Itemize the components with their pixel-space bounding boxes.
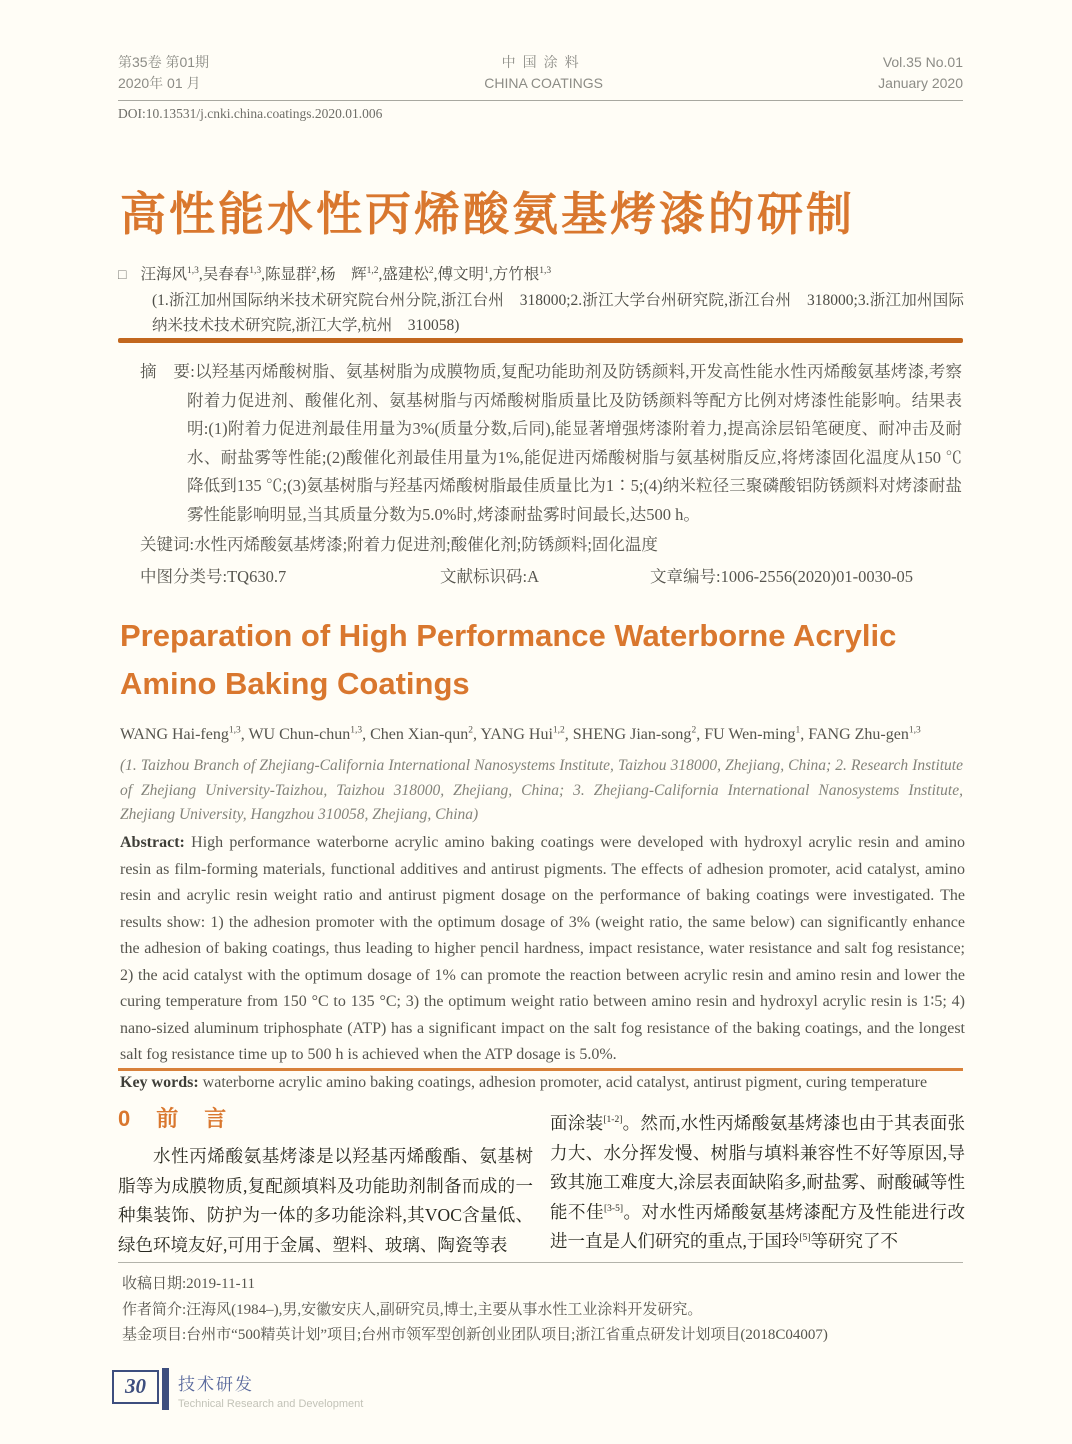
footnote-funding: 基金项目:台州市“500精英计划”项目;台州市领军型创新创业团队项目;浙江省重点研发计划项目(2018C04007)	[122, 1327, 828, 1343]
author-list-en: WANG Hai-feng$^{1,3}$, WU Chun-chun$^{1,3}$, Chen Xian-qun$^2$, YANG Hui$^{1,2}$, SHENG Jian-song$^2$, FU Wen-ming$^1$, FANG Zhu-gen$^{1,3}$	[120, 725, 921, 743]
author-list-cn	[118, 262, 963, 284]
header-center	[484, 52, 603, 94]
footnotes-block	[122, 1272, 967, 1349]
affiliation-en: (1. Taizhou Branch of Zhejiang-California International Nanosystems Institute, Taizhou 318000, Zhejiang, China; 2. Research Institute of Zhejiang University-Taizhou, Taizhou 318000, Zhejiang, China; 3. Zhejiang-California International Nanosystems Institute, Zhejiang University, Hangzhou 310058, Zhejiang, China)	[120, 757, 963, 823]
authors-cn-text: 汪海风$^{1,3}$,吴春春$^{1,3}$,陈显群$^2$,杨 辉$^{1,2}$,盛建松$^2$,傅文明$^1$,方竹根$^{1,3}$	[140, 265, 552, 283]
footer-section-cn: 技术研发	[178, 1375, 254, 1394]
footnote-author-bio: 作者简介:汪海风(1984–),男,安徽安庆人,副研究员,博士,主要从事水性工业涂料开发研究。	[122, 1301, 703, 1318]
volume-issue-en: Vol.35 No.01	[882, 54, 963, 70]
abstract-cn-text: 以羟基丙烯酸树脂、氨基树脂为成膜物质,复配功能助剂及防锈颜料,开发高性能水性丙烯酸氨基烤漆,考察附着力促进剂、酸催化剂、氨基树脂与丙烯酸树脂质量比及防锈颜料等配方比例对烤漆性能影响。结果表明:(1)附着力促进剂最佳用量为3%(质量分数,后同),能显著增强烤漆附着力,提高涂层铅笔硬度、耐冲击及耐水、耐盐雾等性能;(2)酸催化剂最佳用量为1%,能促进丙烯酸树脂与氨基树脂反应,将烤漆固化温度从150 ℃降低到135 ℃;(3)氨基树脂与羟基丙烯酸树脂最佳质量比为1∶5;(4)纳米粒径三聚磷酸铝防锈颜料对烤漆耐盐雾性能影响明显,当其质量分数为5.0%时,烤漆耐盐雾时间最长,达500 h。	[187, 362, 962, 524]
footnote-divider	[118, 1262, 963, 1263]
header-divider	[118, 100, 963, 101]
article-title-en: Preparation of High Performance Waterborne Acrylic Amino Baking Coatings	[120, 618, 897, 701]
abstract-en-label: Abstract:	[120, 834, 185, 851]
journal-name-en: CHINA COATINGS	[484, 75, 603, 91]
abstract-cn	[140, 358, 962, 529]
divider-orange-thick	[118, 338, 963, 343]
keywords-cn-label: 关键词:	[140, 535, 195, 554]
footer-section	[178, 1368, 363, 1410]
footer-section-en: Technical Research and Development	[178, 1398, 364, 1410]
abstract-en-text: High performance waterborne acrylic amino baking coatings were developed with hydroxyl acrylic resin and amino resin as film-forming materials, functional additives and antirust pigments. The effects of adhesion promoter, acid catalyst, amino resin and acrylic resin weight ratio and antirust pigment dosage on the performance of baking coatings were investigated. The results show: 1) the adhesion promoter with the optimum dosage of 3% (weight ratio, the same below) can significantly enhance the adhesion of baking coatings, thus leading to higher pencil hardness, impact resistance, water resistance and salt fog resistance; 2) the acid catalyst with the optimum dosage of 1% can promote the reaction between acrylic resin and amino resin and lower the curing temperature from 150 °C to 135 °C; 3) the optimum weight ratio between amino resin and hydroxyl acrylic resin is 1∶5; 4) nano-sized aluminum triphosphate (ATP) has a significant impact on the salt fog resistance of the baking coatings, and the longest salt fog resistance time up to 500 h is achieved when the ATP dosage is 5.0%.	[120, 834, 965, 1063]
page-number: 30	[112, 1370, 159, 1404]
document-code: 文献标识码:A	[440, 566, 539, 586]
author-marker-icon: □	[118, 268, 127, 283]
abstract-cn-block	[140, 358, 962, 591]
date-en: January 2020	[878, 75, 963, 91]
header-left	[118, 52, 209, 94]
footnote-received-date: 收稿日期:2019-11-11	[122, 1276, 256, 1292]
keywords-en	[120, 1070, 965, 1097]
page-footer	[112, 1368, 363, 1410]
doi: DOI:10.13531/j.cnki.china.coatings.2020.01.006	[118, 106, 383, 121]
intro-paragraph-right: 面涂装[1-2]。然而,水性丙烯酸氨基烤漆也由于其表面张力大、水分挥发慢、树脂与填料兼容性不好等原因,导致其施工难度大,涂层表面缺陷多,耐盐雾、耐酸碱等性能不佳[3-5]。对水性丙烯酸氨基烤漆配方及性能进行改进一直是人们研究的重点,于国玲[5]等研究了不	[550, 1113, 966, 1251]
journal-header	[118, 52, 963, 94]
keywords-cn	[140, 531, 962, 560]
article-title-cn: 高性能水性丙烯酸氨基烤漆的研制	[120, 188, 855, 240]
abstract-en	[120, 830, 965, 1069]
clc-number: 中图分类号:TQ630.7	[140, 566, 287, 586]
keywords-en-text: waterborne acrylic amino baking coatings, adhesion promoter, acid catalyst, antirust pigment, curing temperature	[198, 1073, 928, 1091]
section-heading-0: 0 前 言	[118, 1106, 229, 1131]
intro-paragraph-left: 水性丙烯酸氨基烤漆是以羟基丙烯酸酯、氨基树脂等为成膜物质,复配颜填料及功能助剂制备而成的一种集装饰、防护为一体的多功能涂料,其VOC含量低、绿色环境友好,可用于金属、塑料、玻璃、陶瓷等表	[118, 1146, 533, 1255]
affiliation-cn: (1.浙江加州国际纳米技术研究院台州分院,浙江台州 318000;2.浙江大学台州研究院,浙江台州 318000;3.浙江加州国际纳米技术技术研究院,浙江大学,杭州 310058)	[152, 292, 964, 334]
intro-column-left	[118, 1102, 533, 1260]
header-right	[878, 52, 963, 94]
intro-column-right	[550, 1102, 965, 1260]
abstract-en-block	[120, 830, 965, 1096]
introduction-columns	[118, 1102, 965, 1260]
date-cn: 2020年 01 月	[118, 75, 201, 91]
journal-name-cn: 中国涂料	[501, 54, 586, 70]
footer-bar	[162, 1368, 169, 1410]
classification-row	[140, 563, 962, 592]
abstract-cn-label: 摘 要:	[140, 362, 195, 381]
volume-issue-cn: 第35卷 第01期	[118, 54, 210, 70]
keywords-cn-text: 水性丙烯酸氨基烤漆;附着力促进剂;酸催化剂;防锈颜料;固化温度	[194, 535, 658, 554]
article-id: 文章编号:1006-2556(2020)01-0030-05	[650, 566, 914, 586]
keywords-en-label: Key words:	[120, 1073, 199, 1091]
divider-orange-thin	[118, 1068, 963, 1071]
